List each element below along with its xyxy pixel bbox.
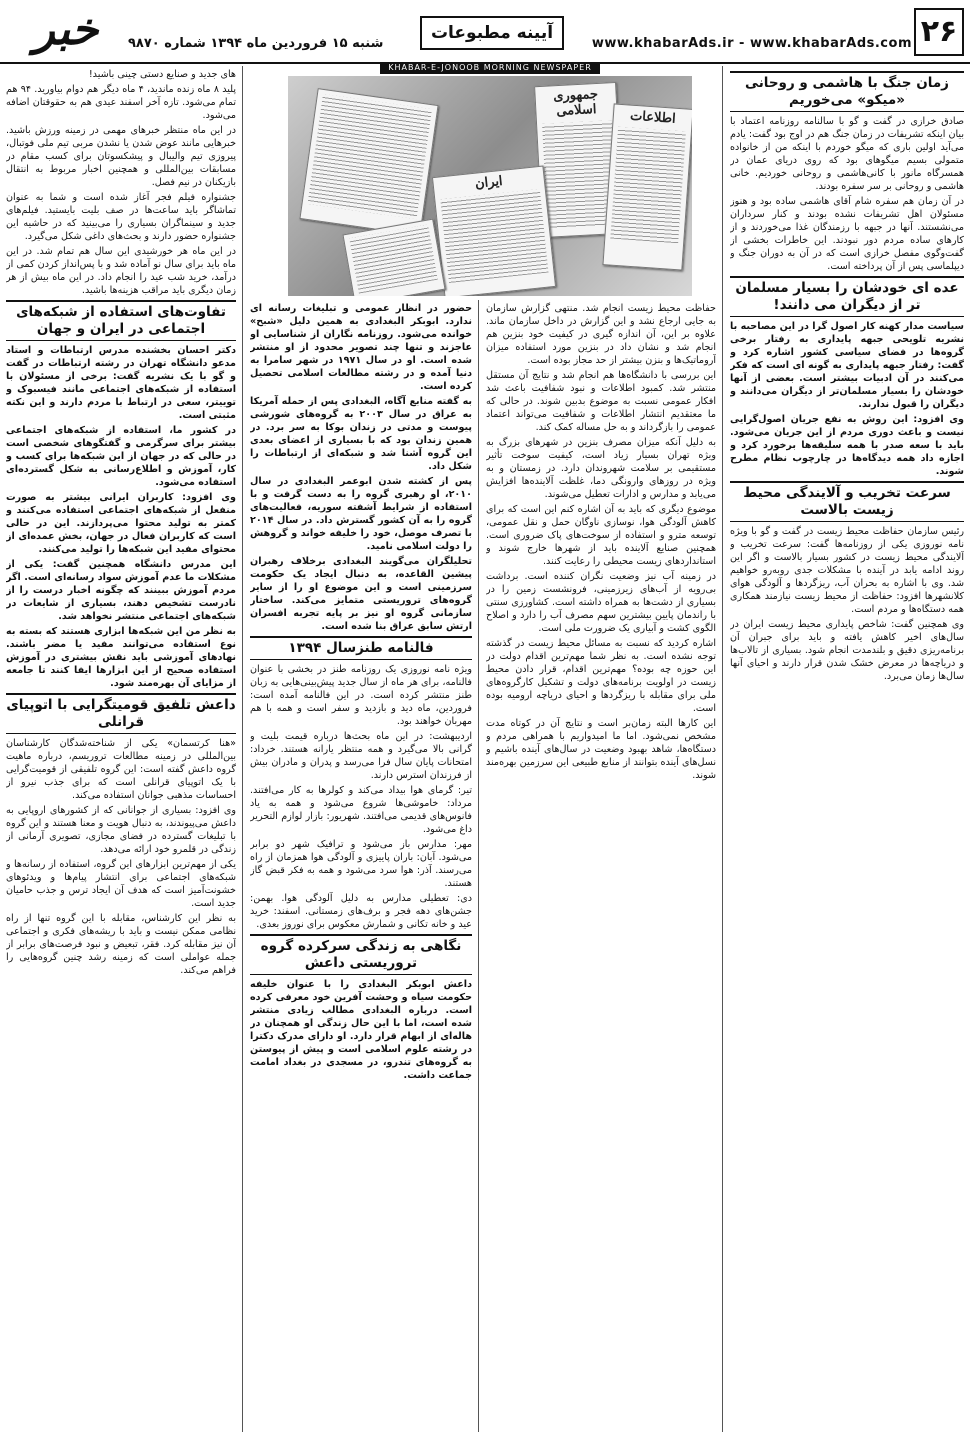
paragraph: جشنواره فیلم فجر آغاز شده است و شما به عنوان تماشاگر باید ساعت‌ها در صف بلیت بایستید. فیلم‌های جدید و سینماگران بسیاری را می‌بینید که در حاشیه این جشنواره حضور دارند و بحث‌های داغی شکل می‌گیرد. [6, 192, 236, 242]
paragraph: پس از کشته شدن ابوعمر البغدادی در سال ۲۰۱۰، او رهبری گروه را به دست گرفت و با استفاده از شرایط آشفته سوریه، فعالیت‌های گروه را به آن کشور گسترش داد. در سال ۲۰۱۴ با تصرف موصل، خود را خلیفه خواند و گروهش را دولت اسلامی نامید. [250, 476, 472, 552]
column-right [730, 68, 964, 1432]
paragraph: به نظر من این شبکه‌ها ابزاری هستند که بسته به نوع استفاده می‌توانند مفید یا مضر باشند. نهادهای آموزشی باید نقش بیشتری در آموزش استفاده صحیح از این ابزارها ایفا کنند تا جامعه از مزایای آن بهره‌مند شود. [6, 626, 236, 689]
paragraph: در کشور ما، استفاده از شبکه‌های اجتماعی بیشتر برای سرگرمی و گفتگوهای شخصی است در حالی که در جهان از این شبکه‌ها برای کسب و کار، آموزش و اطلاع‌رسانی به شکل گسترده‌ای استفاده می‌شود. [6, 425, 236, 488]
website-address: www.khabarAds.ir - www.khabarAds.com [591, 36, 912, 51]
newspaper-stack-2 [342, 219, 445, 296]
paragraph: در این ماه هر خورشیدی این سال هم تمام شد. در این ماه باید برای سال نو آماده شد و با پس‌انداز کردن کمی از درآمد، خرید شب عید را انجام داد. در این ماه بیش از هر زمان دیگری باید مراقب هزینه‌ها باشید. [6, 246, 236, 296]
paragraph: های جدید و صنایع دستی چینی باشید! [88, 69, 236, 80]
paragraph: داعش ابوبکر البغدادی را با عنوان خلیفه حکومت سیاه و وحشت آفرین خود معرفی کرده است. درباره البغدادی مطالب زیادی منتشر شده است، اما با این حال زندگی او همچنان در هاله‌ای از ابهام قرار دارد. او دارای مدرک دکترا در رشته علوم اسلامی است و پیش از پیوستن به گروه‌های تندرو، در مسجدی در بغداد امامت جماعت داشت. [250, 979, 472, 1081]
newspapers-photo [288, 76, 692, 296]
newspaper-jomhuri: جمهوری اسلامی [534, 82, 624, 238]
page-number: ۲۶ [914, 8, 964, 56]
paragraph: مهر: مدارس باز می‌شود و ترافیک شهر دو برابر می‌شود. آبان: باران پاییزی و آلودگی هوا همزمان از راه می‌رسند. آذر: هوا سرد می‌شود و همه به فکر قبض گاز هستند. [250, 839, 472, 889]
headline-shrimp: زمان جنگ با هاشمی و روحانی «میکو» می‌خوریم [730, 71, 964, 112]
headline-horoscope: فالنامه طنزسال ۱۳۹۴ [250, 636, 472, 660]
paragraph: این مدرس دانشگاه همچنین گفت: یکی از مشکلات ما عدم آموزش سواد رسانه‌ای است. اگر مردم آموزش ببینند که چگونه اخبار درست را از نادرست تشخیص دهند، بسیاری از شایعات در شبکه‌های اجتماعی منتشر نخواهد شد. [6, 559, 236, 622]
newspaper-iran: ایران [432, 165, 556, 296]
paragraph: وی همچنین گفت: شاخص پایداری محیط زیست ایران در سال‌های اخیر کاهش یافته و باید برای جبران آن برنامه‌ریزی دقیق و بلندمدت انجام شود. بسیاری از تالاب‌ها و دریاچه‌ها در معرض خشک شدن قرار دارند و احیای آنها سال‌ها زمان می‌برد. [730, 619, 964, 682]
paragraph: تحلیلگران می‌گویند البغدادی برخلاف رهبران پیشین القاعده، به دنبال ایجاد یک حکومت سرزمینی است و این موضوع او را از سایر گروه‌های تروریستی متمایز می‌کند. ساختار سازمانی گروه او نیز بر پایه تجربه افسران ارتش سابق عراق بنا شده است. [250, 556, 472, 632]
paragraph: اشاره کردید که نسبت به مسائل محیط زیست در گذشته توجه نشده است. به نظر شما مهم‌ترین اقدام دولت در این حوزه چه بوده؟ مهم‌ترین اقدام، قرار دادن محیط زیست در اولویت برنامه‌های دولت و تشکیل کارگروه‌های ملی برای مقابله با ریزگردها و احیای دریاچه ارومیه بوده است. [486, 638, 716, 714]
paragraph: تیر: گرمای هوا بیداد می‌کند و کولرها به کار می‌افتند. مرداد: خاموشی‌ها شروع می‌شود و همه به یاد فانوس‌های قدیمی می‌افتند. شهریور: بازار لوازم التحریر داغ می‌شود. [250, 785, 472, 835]
column-mid-right [486, 302, 716, 1432]
headline-daesh-leader: نگاهی به زندگی سرکرده گروه تروریستی داعش [250, 934, 472, 975]
masthead-strip: KHABAR-E-JONOOB MORNING NEWSPAPER [380, 62, 600, 74]
paragraph: ویژه نامه نوروزی یک روزنامه طنز در بخشی با عنوان فالنامه، برای هر ماه از سال جدید پیش‌بینی‌هایی به زبان طنز منتشر کرده است. در این فالنامه آمده است: فروردین، ماه دید و بازدید و سفر است و همه با هم مهربان خواهند بود. [250, 664, 472, 727]
paragraph: وی افزود: این روش به نفع جریان اصول‌گرایی نیست و باعث دوری مردم از این جریان می‌شود. باید با سعه صدر با همه سلیقه‌ها برخورد کرد و اجازه داد همه دیدگاه‌ها در چارچوب نظام مطرح شوند. [730, 414, 964, 477]
paragraph: اردیبهشت: در این ماه بحث‌ها درباره قیمت بلیت و گرانی بالا می‌گیرد و همه منتظر یارانه هستند. خرداد: امتحانات پایان سال فرا می‌رسد و پدران و مادران بیش از فرزندان استرس دارند. [250, 731, 472, 781]
paragraph: موضوع دیگری که باید به آن اشاره کنم این است که برای کاهش آلودگی هوا، نوسازی ناوگان حمل و نقل عمومی، توسعه مترو و استفاده از سوخت‌های پاک ضروری است. همچنین صنایع آلاینده باید از شهرها خارج شوند و استانداردهای زیست محیطی را رعایت کنند. [486, 504, 716, 567]
headline-environment: سرعت تخریب و آلایندگی محیط زیست بالاست [730, 481, 964, 522]
paragraph: رئیس سازمان حفاظت محیط زیست در گفت و گو با ویژه نامه نوروزی یکی از روزنامه‌ها گفت: سرعت تخریب و آلایندگی محیط زیست در کشور بسیار بالاست و اگر این روند ادامه یابد در آینده با مشکلات جدی روبه‌رو خواهیم شد. وی با اشاره به بحران آب، ریزگردها و آلودگی هوای کلانشهرها افزود: حفاظت از محیط زیست نیازمند همکاری همه دستگاه‌ها و مردم است. [730, 526, 964, 615]
paragraph: وی افزود: کاربران ایرانی بیشتر به صورت منفعل از شبکه‌های اجتماعی استفاده می‌کنند و کمتر به تولید محتوا می‌پردازند. این در حالی است که کاربران فعال در جهان، بخش عمده‌ای از محتوای مفید این شبکه‌ها را تولید می‌کنند. [6, 492, 236, 555]
headline-muslims: عده ای خودشان را بسیار مسلمان تر از دیگران می دانند! [730, 276, 964, 317]
paragraph: «هنا کرتسمان» یکی از شناخته‌شدگان کارشناسان بین‌المللی در زمینه مطالعات تروریسم، درباره ماهیت گروه داعش گفته است: این گروه تلفیقی از قومیت‌گرایی با یک اتوپیای قرانلی است که برای جذب نیرو از احساسات مذهبی جوانان استفاده می‌کند. [6, 738, 236, 801]
paragraph: وی افزود: بسیاری از جوانانی که از کشورهای اروپایی به داعش می‌پیوندند، به دنبال هویت و معنا هستند و این گروه با تبلیغات گسترده در فضای مجازی، تصویری آرمانی از زندگی در قلمرو خود ارائه می‌دهد. [6, 805, 236, 855]
paragraph: در زمینه آب نیز وضعیت نگران کننده است. برداشت بی‌رویه از آب‌های زیرزمینی، فرونشست زمین را در بسیاری از دشت‌ها به همراه داشته است. کشاورزی سنتی با راندمان پایین بیشترین سهم مصرف آب را دارد و اصلاح الگوی کشت و آبیاری یک ضرورت ملی است. [486, 571, 716, 634]
paragraph: این بررسی با دانشگاه‌ها هم انجام شد و نتایج آن مستقل منتشر شد. کمبود اطلاعات و نبود شفافیت باعث شد افکار عمومی نسبت به موضوع بدبین شوند. در حالی که ما معتقدیم انتشار اطلاعات و شفافیت می‌تواند اعتماد عمومی را بازگرداند و به حل مساله کمک کند. [486, 370, 716, 433]
paragraph: صادق خرازی در گفت و گو با سالنامه روزنامه اعتماد با بیان اینکه تشریفات در زمان جنگ هم در اوج بود گفت: یادم می‌آید اولین باری که میگو خوردم با اینکه من از خانواده متمولی بسیم میگوهای بود که روی دریای عمان در همسرگاه مانور با کانی‌هاشمی و روحانی خوردیم. خانی هاشمی و روحانی بر سر سفره بودند. [730, 116, 964, 192]
paragraph: در این ماه منتظر خبرهای مهمی در زمینه ورزش باشید. خبرهایی مانند عوض شدن یا نشدن مربی تیم ملی فوتبال، پیروزی تیم والیبال و پیشکسوتان برای کسب مقام در مسابقات بین‌المللی و همچنین اخبار مربوط به انتقال بازیکنان در نیم فصل. [6, 125, 236, 188]
paragraph: سیاست مدار کهنه کار اصول گرا در این مصاحبه با نشریه تلویحی جبهه پایداری به رفتار برخی گروه‌ها در فضای سیاسی کشور اشاره کرد و گفت: رفتار جبهه پایداری به گونه ای است که فکر می‌کنند در آن ادبیات بیشتر است. بعضی از آنها خودشان را بسیار مسلمان‌تر از دیگران می‌دانند و دیگران را قبول ندارند. [730, 321, 964, 410]
column-left [6, 68, 236, 1432]
paragraph: به دلیل آنکه میزان مصرف بنزین در شهرهای بزرگ به ویژه تهران بسیار زیاد است، کیفیت سوخت تأثیر مستقیمی بر سلامت شهروندان دارد. در زمستان و به ویژه در روزهای وارونگی دما، غلظت آلاینده‌ها افزایش می‌یابد و مدارس و ادارات تعطیل می‌شوند. [486, 437, 716, 500]
newspaper-ettelaat: اطلاعات [602, 103, 692, 270]
paragraph: به نظر این کارشناس، مقابله با این گروه تنها از راه نظامی ممکن نیست و باید با ریشه‌های فکری و اجتماعی آن نیز مقابله کرد. فقر، تبعیض و نبود فرصت‌های برابر از جمله عواملی است که زمینه رشد چنین گروه‌هایی را فراهم می‌کند. [6, 913, 236, 976]
paragraph: حفاظت محیط زیست انجام شد. منتهی گزارش سازمان به جایی ارجاع نشد و این گزارش در داخل سازمان ماند. علاوه بر این، آن اندازه گیری در کیفیت خود بنزین هم انجام شد و نشان داد در بنزین مورد استفاده میزان آروماتیک‌ها و بنزن بیشتر از حد مجاز بوده است. [486, 303, 716, 366]
paragraph: دی: تعطیلی مدارس به دلیل آلودگی هوا. بهمن: جشن‌های دهه فجر و برف‌های زمستانی. اسفند: خرید عید و خانه تکانی و شمارش معکوس برای نوروز بعدی. [250, 893, 472, 930]
paragraph: این کارها البته زمان‌بر است و نتایج آن در کوتاه مدت مشخص نمی‌شود. اما ما امیدواریم با همراهی مردم و دستگاه‌ها، شاهد بهبود وضعیت در سال‌های آینده باشیم و نسل‌های آینده بتوانند از منابع طبیعی این سرزمین بهره‌مند شوند. [486, 718, 716, 781]
newspaper-stack [299, 88, 438, 236]
paragraph: حضور در انظار عمومی و تبلیغات رسانه ای ندارد. ابوبکر البغدادی به همین دلیل «شبح» خوانده می‌شود. روزنامه نگاران از شناسایی او عاجزند و تنها چند تصویر محدود از او منتشر شده است. او در سال ۱۹۷۱ در شهر سامرا به دنیا آمده و در رشته مطالعات اسلامی تحصیل کرده است. [250, 303, 472, 392]
paragraph: پلید ۸ ماه زنده ماندید، ۴ ماه دیگر هم دوام بیاورید. ۹۴ هم تمام می‌شود. تازه آخر اسفند عیدی هم به حقوقتان اضافه می‌شود. [6, 84, 236, 121]
paragraph: به گفته منابع آگاه، البغدادی پس از حمله آمریکا به عراق در سال ۲۰۰۳ به گروه‌های شورشی پیوست و مدتی در زندان بوکا به سر برد. در همین زندان بود که با بسیاری از اعضای بعدی این گروه آشنا شد و شبکه‌ای از ارتباطات را شکل داد. [250, 396, 472, 472]
paragraph: در آن زمان هم سفره شام آقای هاشمی ساده بود و هنوز مسئولان اهل تشریفات نشده بودند و کنار سرداران می‌نشستند. آنها در جبهه با رزمندگان غذا می‌خوردند و از کارهای ساده مردم دور نبودند. این خاطرات بخشی از گفت‌وگوی مفصل خرازی است که در آن به دوران جنگ و دیپلماسی پس از آن پرداخته است. [730, 196, 964, 272]
paragraph: یکی از مهم‌ترین ابزارهای این گروه، استفاده از رسانه‌ها و شبکه‌های اجتماعی برای انتشار پیام‌ها و ویدئوهای خشونت‌آمیز است که هدف آن ایجاد ترس و جذب حامیان جدید است. [6, 859, 236, 909]
masthead [0, 0, 970, 64]
headline-daesh-utopia: داعش تلفیق قومیتگرایی با اتوپیای قرانلی [6, 693, 236, 734]
newspaper-logo: خبر [33, 4, 99, 55]
paragraph: دکتر احسان بخشنده مدرس ارتباطات و استاد مدعو دانشگاه تهران در رشته ارتباطات در گفت و گو با یک نشریه گفت: برخی از مسئولان با استفاده از شبکه‌های اجتماعی مانند فیسبوک و توییتر، سعی در ارتباط با مردم دارند و این نکته مثبتی است. [6, 345, 236, 421]
dateline: شنبه ۱۵ فروردین ماه ۱۳۹۴ شماره ۹۸۷۰ [128, 36, 384, 51]
column-mid-left [250, 302, 472, 1432]
headline-social-networks: تفاوت‌های استفاده از شبکه‌های اجتماعی در ایران و جهان [6, 300, 236, 341]
section-title: آیینه مطبوعات [420, 16, 564, 50]
